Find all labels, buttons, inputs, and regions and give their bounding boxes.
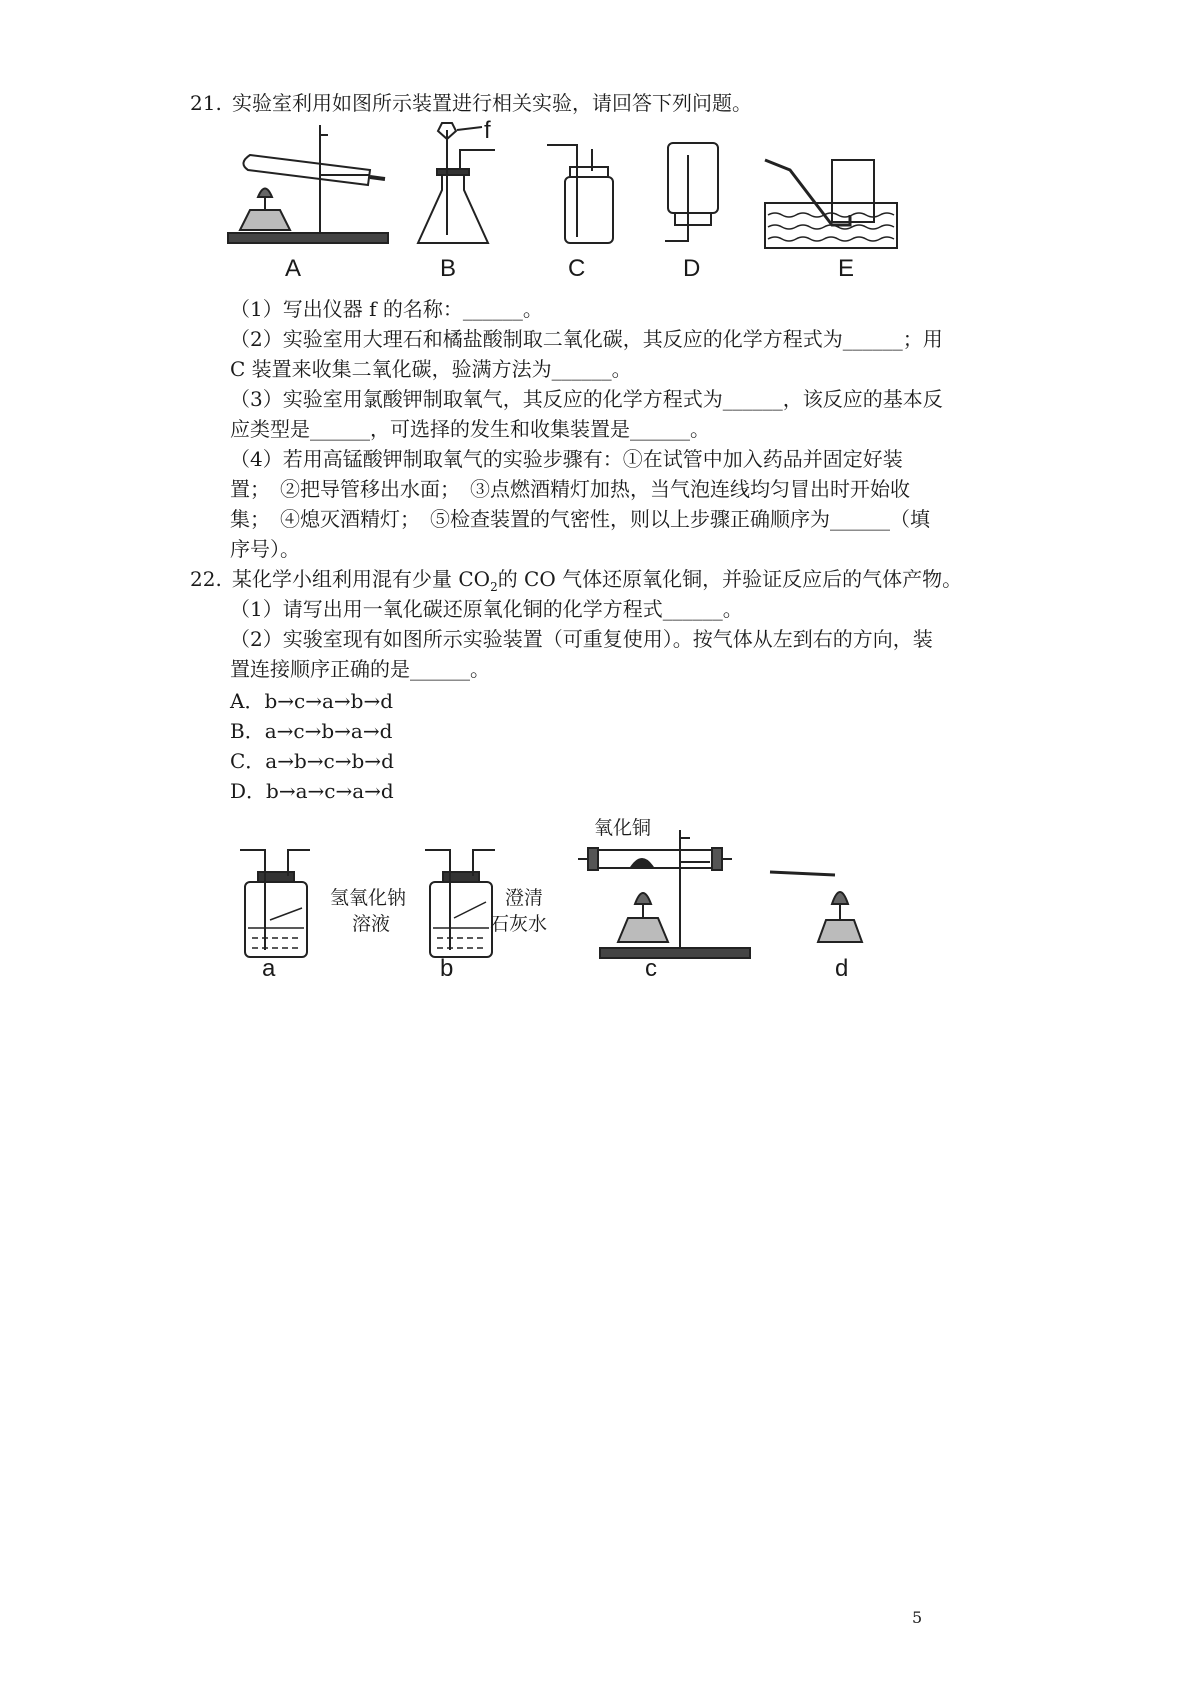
q21-part-1: （1）写出仪器 f 的名称：______。	[230, 297, 543, 321]
q22-option-b: B．a→c→b→a→d	[230, 719, 393, 743]
q22-stem-after: 的 CO 气体还原氧化铜，并验证反应后的气体产物。	[497, 567, 963, 591]
apparatus-c-drawing	[547, 145, 613, 243]
bottle-b-label-line1: 澄清	[505, 887, 544, 909]
bottle-a-label-line1: 氢氧化钠	[330, 887, 407, 909]
q21-stem	[190, 88, 752, 118]
q21-part-2-cont: C 装置来收集二氧化碳，验满方法为______。	[230, 357, 632, 381]
q21-part-4-cont2: 集； ④熄灭酒精灯； ⑤检查装置的气密性，则以上步骤正确顺序为______（填	[230, 507, 930, 531]
label-b-upper: B	[440, 255, 457, 282]
q21-part-3-cont: 应类型是______，可选择的发生和收集装置是______。	[230, 417, 710, 441]
label-a-upper: A	[285, 255, 302, 282]
q22-part-2-cont: 置连接顺序正确的是______。	[230, 657, 490, 681]
q22-option-d: D．b→a→c→a→d	[230, 779, 394, 803]
label-b-lower: b	[440, 955, 454, 982]
page-number: 5	[912, 1608, 923, 1627]
apparatus-c-lower-drawing	[578, 830, 750, 958]
tube-c-label: 氧化铜	[594, 817, 652, 839]
label-d-upper: D	[683, 255, 701, 282]
label-a-lower: a	[262, 955, 276, 982]
q22-part-1: （1）请写出用一氧化碳还原氧化铜的化学方程式______。	[230, 597, 743, 621]
label-funnel-f: f	[484, 117, 491, 144]
label-c-upper: C	[568, 255, 586, 282]
apparatus-d-drawing	[665, 143, 718, 241]
q22-stem-subscript: 2	[490, 580, 498, 594]
apparatus-e-drawing	[765, 160, 897, 248]
q22-number: 22.	[190, 567, 222, 591]
apparatus-b-lower-drawing	[425, 850, 495, 957]
apparatus-d-lower-drawing	[770, 872, 862, 942]
q21-number: 21.	[190, 91, 222, 115]
label-e-upper: E	[838, 255, 855, 282]
bottle-b-label-line2: 石灰水	[490, 913, 548, 935]
bottle-a-label-line2: 溶液	[352, 913, 391, 935]
label-c-lower: c	[645, 955, 657, 982]
q22-option-c: C．a→b→c→b→d	[230, 749, 394, 773]
q21-part-4-cont1: 置； ②把导管移出水面； ③点燃酒精灯加热，当气泡连线均匀冒出时开始收	[230, 477, 910, 501]
apparatus-a-lower-drawing	[240, 850, 310, 957]
q22-part-2: （2）实骏室现有如图所示实验装置（可重复使用）。按气体从左到右的方向，装	[230, 627, 933, 651]
apparatus-a-drawing	[228, 125, 388, 243]
q22-stem-before: 某化学小组利用混有少量 CO	[232, 567, 491, 591]
q21-part-2: （2）实验室用大理石和橘盐酸制取二氧化碳，其反应的化学方程式为______；用	[230, 327, 943, 351]
q21-apparatus-figure	[220, 115, 920, 255]
q22-option-a: A．b→c→a→b→d	[230, 689, 394, 713]
q21-part-4: （4）若用高锰酸钾制取氧气的实验步骤有：①在试管中加入药品并固定好装	[230, 447, 903, 471]
q21-stem-text: 实验室利用如图所示装置进行相关实验，请回答下列问题。	[232, 91, 752, 115]
label-d-lower: d	[835, 955, 849, 982]
q21-part-3: （3）实验室用氯酸钾制取氧气，其反应的化学方程式为______，该反应的基本反	[230, 387, 943, 411]
q21-part-4-cont3: 序号）。	[230, 537, 300, 561]
